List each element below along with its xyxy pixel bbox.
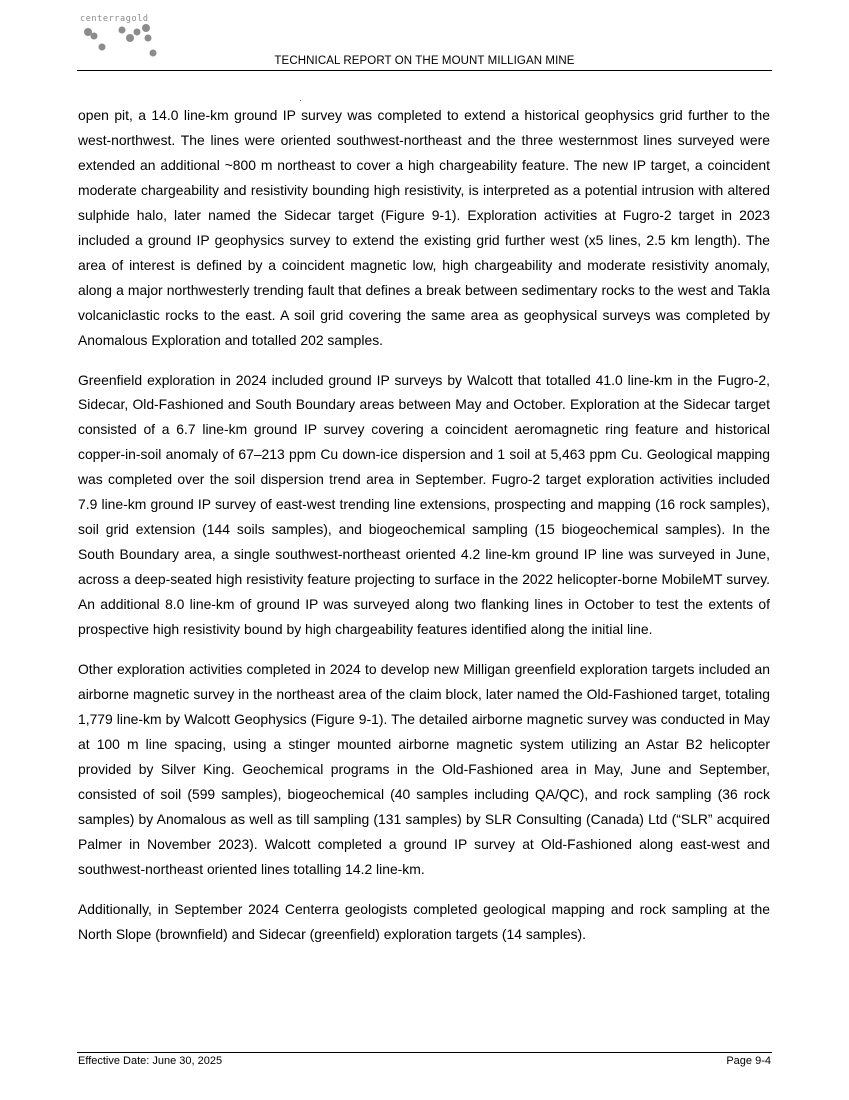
paragraph: open pit, a 14.0 line-km ground IP survey was completed to extend a historical geophysics grid further to the west-northwest. The lines were oriented southwest-northeast and the three westernmost lines surveyed were extended an additional ~800 m northeast to cover a high chargeability feature. The new IP target, a coincident moderate chargeability and resistivity bounding high resistivity, is interpreted as a potential intrusion with altered sulphide halo, later named the Sidecar target (Figure 9-1). Exploration activities at Fugro-2 target in 2023 included a ground IP geophysics survey to extend the existing grid further west (x5 lines, 2.5 km length). The area of interest is defined by a coincident magnetic low, high chargeability and moderate resistivity anomaly, along a major northwesterly trending fault that defines a break between sedimentary rocks to the west and Takla volcaniclastic rocks to the east. A soil grid covering the same area as geophysical surveys was completed by Anomalous Exploration and totalled 202 samples. — [78, 107, 770, 348]
logo-wordmark: centerragold — [80, 14, 149, 24]
report-title: TECHNICAL REPORT ON THE MOUNT MILLIGAN MINE — [274, 55, 575, 67]
paragraph: Other exploration activities completed in 2024 to develop new Milligan greenfield exploration targets included an airborne magnetic survey in the northeast area of the claim block, later named the Old-Fashioned target, totaling 1,779 line-km by Walcott Geophysics (Figure 9-1). The detailed airborne magnetic survey was conducted in May at 100 m line spacing, using a stinger mounted airborne magnetic system utilizing an Astar B2 helicopter provided by Silver King. Geochemical programs in the Old-Fashioned area in May, June and September, consisted of soil (599 samples), biogeochemical (40 samples including QA/QC), and rock sampling (36 rock samples) by Anomalous as well as till sampling (131 samples) by SLR Consulting (Canada) Ltd (“SLR” acquired Palmer in November 2023). Walcott completed a ground IP survey at Old-Fashioned along east-west and southwest-northeast oriented lines totalling 14.2 line-km. — [78, 661, 770, 877]
effective-date: Effective Date: June 30, 2025 — [78, 1055, 223, 1067]
header-divider — [77, 70, 772, 71]
page-number: Page 9-4 — [726, 1055, 771, 1067]
paragraph: Greenfield exploration in 2024 included ground IP surveys by Walcott that totalled 41.0 line-km in the Fugro-2, Sidecar, Old-Fashioned and South Boundary areas between May and October. Exploration at the Sidecar target consisted of a 6.7 line-km ground IP survey covering a coincident aeromagnetic ring feature and historical copper-in-soil anomaly of 67–213 ppm Cu down-ice dispersion and 1 soil at 5,463 ppm Cu. Geological mapping was completed over the soil dispersion trend area in September. Fugro-2 target exploration activities included 7.9 line-km ground IP survey of east-west trending line extensions, prospecting and mapping (16 rock samples), soil grid extension (144 soils samples), and biogeochemical sampling (15 biogeochemical samples). In the South Boundary area, a single southwest-northeast oriented 4.2 line-km ground IP line was surveyed in June, across a deep-seated high resistivity feature projecting to surface in the 2022 helicopter-borne MobileMT survey. An additional 8.0 line-km of ground IP was surveyed along two flanking lines in October to test the extents of prospective high resistivity bound by high chargeability features identified along the initial line. — [78, 371, 770, 638]
stray-mark — [300, 100, 301, 101]
body-text — [78, 103, 770, 962]
footer-divider — [77, 1052, 772, 1053]
paragraph: Additionally, in September 2024 Centerra geologists completed geological mapping and rock sampling at the North Slope (brownfield) and Sidecar (greenfield) exploration targets (14 samples). — [78, 900, 770, 942]
